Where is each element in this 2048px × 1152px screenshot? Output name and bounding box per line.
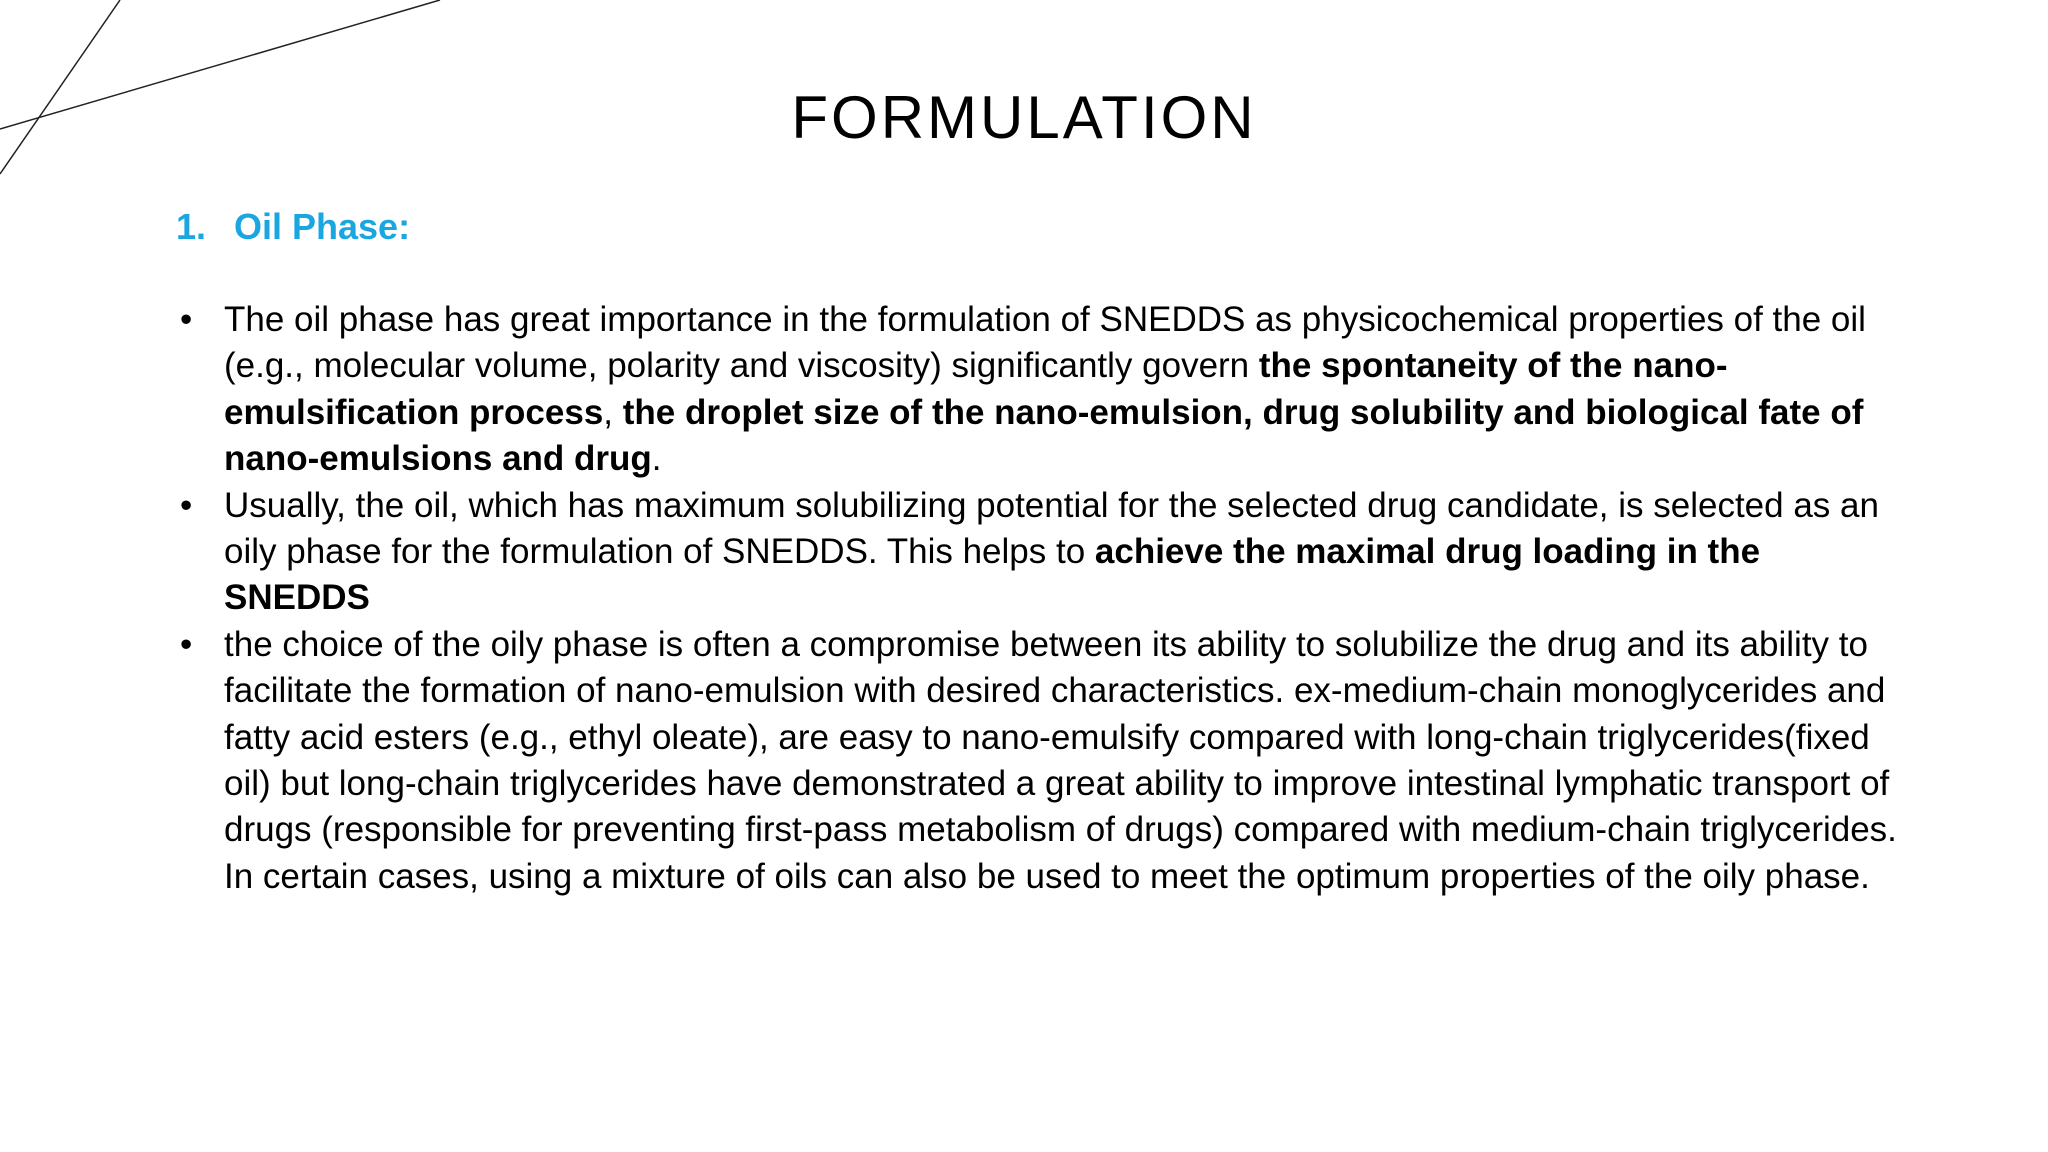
- section-heading: [176, 205, 410, 249]
- bullet-text-segment: .: [651, 439, 662, 479]
- bullet-text-segment: Usually, the oil, which has maximum solubilizing potential for the selected drug candidate, is selected as an oily phase for the formulation of SNEDDS. This helps to: [224, 485, 1879, 572]
- bullet-item: [176, 622, 1900, 900]
- bullet-text-bold-segment: achieve the maximal drug loading in the SNEDDS: [224, 532, 1761, 618]
- bullet-text-segment: The oil phase has great importance in the formulation of SNEDDS as physicochemical properties of the oil (e.g., molecular volume, polarity and viscosity) significantly govern: [224, 300, 1866, 386]
- bullet-marker: •: [180, 300, 193, 339]
- bullet-item: [176, 297, 1900, 483]
- bullet-list: [176, 297, 1900, 900]
- bullet-marker: •: [180, 624, 193, 664]
- bullet-text-segment: ,: [603, 392, 623, 432]
- section-number: 1.: [176, 206, 207, 247]
- section-heading-label: Oil Phase:: [234, 206, 411, 247]
- slide-title: FORMULATION: [791, 84, 1257, 151]
- bullet-marker: •: [180, 485, 193, 525]
- bullet-text-bold-segment: the droplet size of the nano-emulsion, drug solubility and biological fate of nano-emulsions and drug: [224, 392, 1864, 479]
- bullet-text-bold-segment: the spontaneity of the nano-emulsification process: [224, 346, 1728, 432]
- bullet-item: [176, 483, 1900, 622]
- bullet-text-segment: the choice of the oily phase is often a compromise between its ability to solubilize the drug and its ability to facilitate the formation of nano-emulsion with desired characteristics. ex-medium-chain monoglycerides and fatty acid esters (e.g., ethyl oleate), are easy to nano-emulsify compared with long-chain triglycerides(fixed oil) but long-chain triglycerides have demonstrated a great ability to improve intestinal lymphatic transport of drugs (responsible for preventing first-pass metabolism of drugs) compared with medium-chain triglycerides. In certain cases, using a mixture of oils can also be used to meet the optimum properties of the oily phase.: [224, 624, 1897, 896]
